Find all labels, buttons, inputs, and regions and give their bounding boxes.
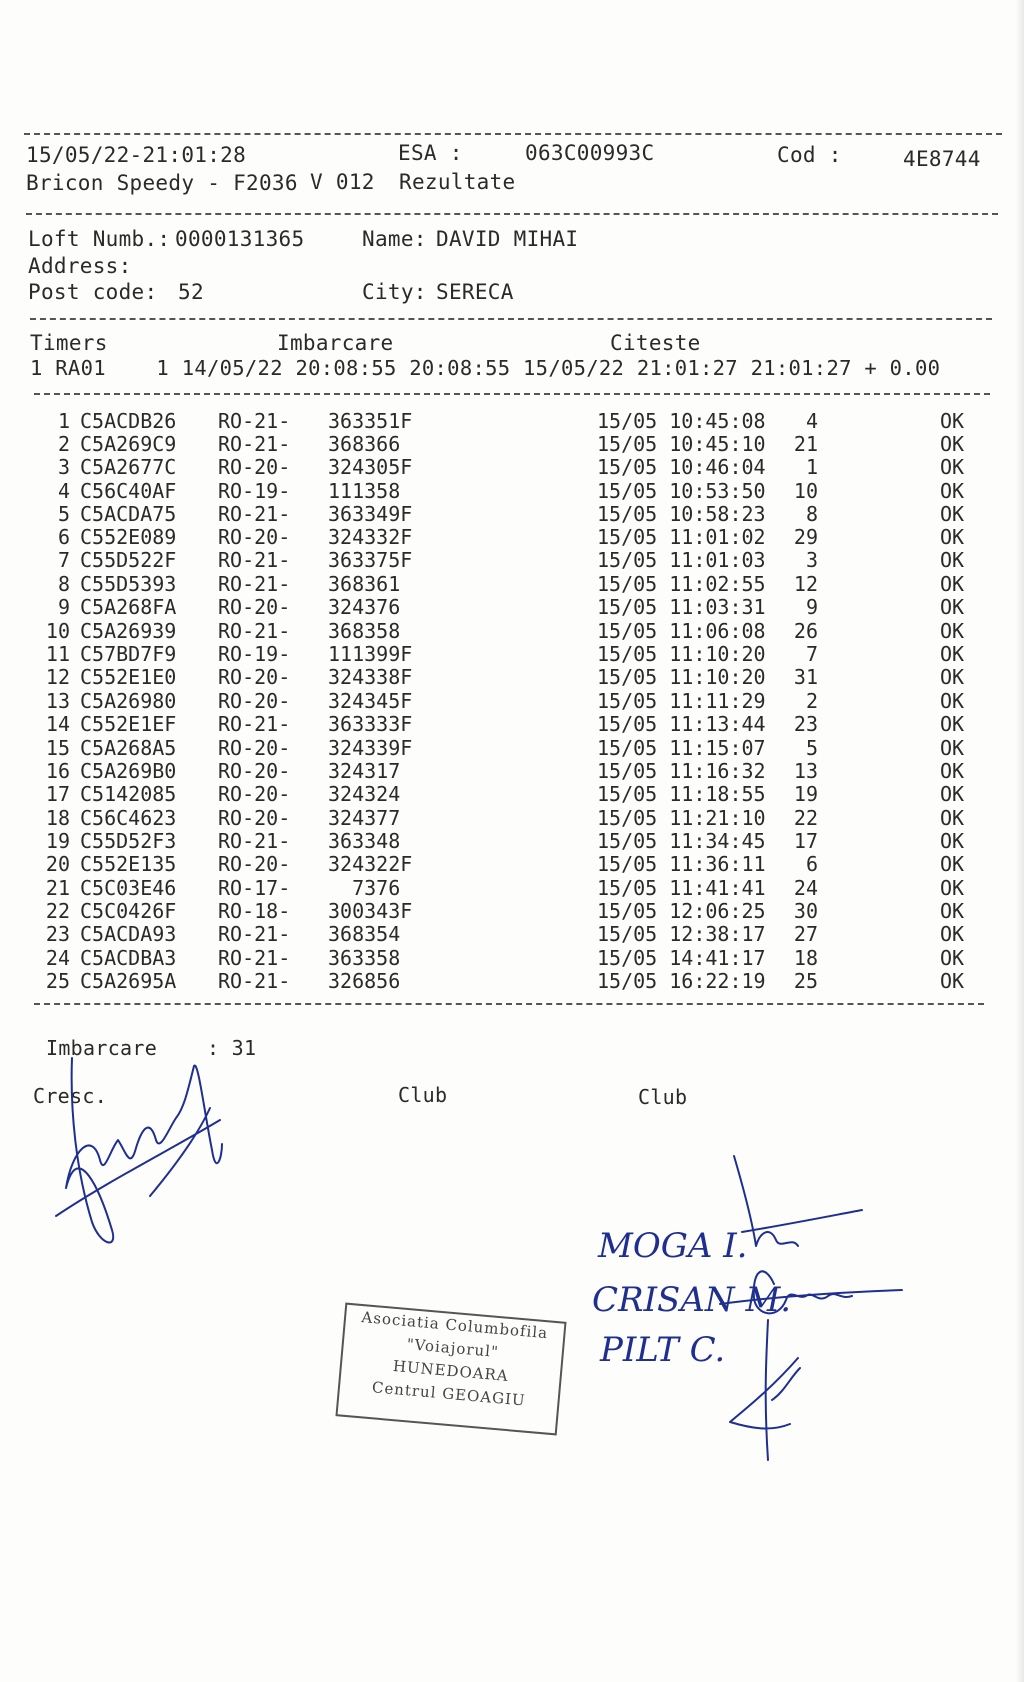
chip-code: C5ACDA93	[80, 922, 177, 946]
stamp-line-2: "Voiajorul"	[406, 1335, 500, 1362]
arrival-time: 15/05 11:15:07	[597, 736, 766, 760]
row-index: 5	[57, 502, 70, 526]
arrival-time: 15/05 11:10:20	[597, 642, 766, 666]
chip-code: C57BD7F9	[80, 642, 177, 666]
status: OK	[940, 455, 965, 479]
ring-number: 300343F	[328, 899, 413, 923]
postcode-value: 52	[178, 280, 204, 304]
arrival-time: 15/05 14:41:17	[597, 946, 766, 970]
row-index: 24	[45, 946, 70, 970]
row-index: 2	[57, 432, 70, 456]
rank: 4	[805, 409, 818, 433]
arrival-time: 15/05 11:18:55	[597, 782, 766, 806]
device-name: Bricon Speedy - F2036	[26, 171, 298, 195]
row-index: 20	[45, 852, 70, 876]
signature-club-1	[734, 1156, 862, 1246]
table-row	[0, 432, 1024, 455]
arrival-time: 15/05 11:21:10	[597, 806, 766, 830]
status: OK	[940, 829, 965, 853]
ring-year: RO-21-	[218, 548, 291, 572]
divider-header	[26, 213, 998, 215]
status: OK	[940, 432, 965, 456]
status: OK	[940, 712, 965, 736]
row-index: 21	[45, 876, 70, 900]
ring-number: 324332F	[328, 525, 413, 549]
ring-year: RO-21-	[218, 712, 291, 736]
ring-year: RO-20-	[218, 595, 291, 619]
rank: 17	[793, 829, 818, 853]
arrival-time: 15/05 11:36:11	[597, 852, 766, 876]
club2-label: Club	[638, 1085, 688, 1109]
rank: 21	[793, 432, 818, 456]
row-index: 3	[57, 455, 70, 479]
divider-loft	[30, 318, 992, 320]
chip-code: C5ACDBA3	[80, 946, 177, 970]
ring-number: 324377	[328, 806, 401, 830]
ring-number: 363351F	[328, 409, 413, 433]
ring-number: 324338F	[328, 665, 413, 689]
status: OK	[940, 548, 965, 572]
ring-year: RO-21-	[218, 946, 291, 970]
table-row	[0, 736, 1024, 759]
chip-code: C5A2677C	[80, 455, 177, 479]
ring-number: 324305F	[328, 455, 413, 479]
ring-number: 363333F	[328, 712, 413, 736]
row-index: 15	[45, 736, 70, 760]
arrival-time: 15/05 10:53:50	[597, 479, 766, 503]
esa-label: ESA :	[398, 141, 463, 165]
rank: 2	[805, 689, 818, 713]
ring-year: RO-21-	[218, 502, 291, 526]
table-row	[0, 642, 1024, 665]
chip-code: C56C40AF	[80, 479, 177, 503]
arrival-time: 15/05 12:38:17	[597, 922, 766, 946]
chip-code: C55D522F	[80, 548, 177, 572]
status: OK	[940, 595, 965, 619]
cod-label: Cod :	[777, 143, 842, 167]
table-row	[0, 922, 1024, 945]
rank: 8	[805, 502, 818, 526]
ring-number: 7376	[328, 876, 401, 900]
chip-code: C5142085	[80, 782, 177, 806]
arrival-time: 15/05 11:03:31	[597, 595, 766, 619]
owner-name-label: Name:	[362, 227, 427, 251]
loft-number-label: Loft Numb.:	[28, 227, 171, 251]
status: OK	[940, 689, 965, 713]
handwritten-name-2: CRISAN M.	[592, 1280, 792, 1320]
address-label: Address:	[28, 254, 132, 278]
handwritten-name-1: MOGA I.	[598, 1226, 748, 1266]
status: OK	[940, 876, 965, 900]
esa-value: 063C00993C	[525, 141, 655, 165]
table-row	[0, 712, 1024, 735]
table-row	[0, 595, 1024, 618]
chip-code: C5A268FA	[80, 595, 177, 619]
ring-year: RO-20-	[218, 852, 291, 876]
arrival-time: 15/05 12:06:25	[597, 899, 766, 923]
rank: 23	[793, 712, 818, 736]
row-index: 4	[57, 479, 70, 503]
ring-number: 324324	[328, 782, 401, 806]
ring-number: 111399F	[328, 642, 413, 666]
ring-number: 363348	[328, 829, 401, 853]
ring-number: 324317	[328, 759, 401, 783]
rank: 19	[793, 782, 818, 806]
ring-year: RO-20-	[218, 759, 291, 783]
rank: 24	[793, 876, 818, 900]
device-version: V 012	[310, 170, 375, 194]
rank: 10	[793, 479, 818, 503]
arrival-time: 15/05 11:11:29	[597, 689, 766, 713]
signature-club-3	[730, 1320, 800, 1460]
rank: 7	[805, 642, 818, 666]
row-index: 16	[45, 759, 70, 783]
rank: 27	[793, 922, 818, 946]
status: OK	[940, 922, 965, 946]
rank: 29	[793, 525, 818, 549]
ring-year: RO-21-	[218, 969, 291, 993]
table-row	[0, 548, 1024, 571]
city-label: City:	[362, 280, 427, 304]
status: OK	[940, 642, 965, 666]
ring-year: RO-21-	[218, 619, 291, 643]
chip-code: C5A2695A	[80, 969, 177, 993]
ring-year: RO-21-	[218, 409, 291, 433]
arrival-time: 15/05 10:45:08	[597, 409, 766, 433]
ring-year: RO-20-	[218, 665, 291, 689]
timer-row: 1 RA01 1 14/05/22 20:08:55 20:08:55 15/05/22 21:01:27 21:01:27 + 0.00	[30, 356, 941, 380]
ring-number: 324376	[328, 595, 401, 619]
arrival-time: 15/05 10:46:04	[597, 455, 766, 479]
ring-number: 324322F	[328, 852, 413, 876]
status: OK	[940, 806, 965, 830]
status: OK	[940, 479, 965, 503]
ring-year: RO-20-	[218, 525, 291, 549]
rank: 6	[805, 852, 818, 876]
cod-value: 4E8744	[903, 147, 981, 171]
arrival-time: 15/05 11:01:02	[597, 525, 766, 549]
row-index: 7	[57, 548, 70, 572]
ring-year: RO-21-	[218, 829, 291, 853]
divider-timers	[34, 393, 990, 395]
row-index: 6	[57, 525, 70, 549]
ring-year: RO-17-	[218, 876, 291, 900]
imbarcare-header: Imbarcare	[277, 331, 394, 355]
citeste-header: Citeste	[610, 331, 701, 355]
ring-year: RO-20-	[218, 782, 291, 806]
ring-year: RO-19-	[218, 479, 291, 503]
ring-year: RO-19-	[218, 642, 291, 666]
rank: 18	[793, 946, 818, 970]
status: OK	[940, 899, 965, 923]
arrival-time: 15/05 11:01:03	[597, 548, 766, 572]
status: OK	[940, 736, 965, 760]
table-row	[0, 969, 1024, 992]
row-index: 8	[57, 572, 70, 596]
club-stamp	[335, 1303, 566, 1436]
chip-code: C5ACDB26	[80, 409, 177, 433]
row-index: 11	[45, 642, 70, 666]
ring-number: 368361	[328, 572, 401, 596]
row-index: 12	[45, 665, 70, 689]
ring-number: 368354	[328, 922, 401, 946]
rank: 30	[793, 899, 818, 923]
ring-year: RO-21-	[218, 922, 291, 946]
timers-header: Timers	[30, 331, 108, 355]
row-index: 19	[45, 829, 70, 853]
arrival-time: 15/05 11:06:08	[597, 619, 766, 643]
table-row	[0, 689, 1024, 712]
chip-code: C55D5393	[80, 572, 177, 596]
chip-code: C5A268A5	[80, 736, 177, 760]
status: OK	[940, 759, 965, 783]
row-index: 18	[45, 806, 70, 830]
status: OK	[940, 502, 965, 526]
table-row	[0, 409, 1024, 432]
chip-code: C552E135	[80, 852, 177, 876]
arrival-time: 15/05 11:34:45	[597, 829, 766, 853]
ring-number: 326856	[328, 969, 401, 993]
rank: 13	[793, 759, 818, 783]
table-row	[0, 946, 1024, 969]
status: OK	[940, 409, 965, 433]
ring-number: 363358	[328, 946, 401, 970]
ring-number: 368358	[328, 619, 401, 643]
status: OK	[940, 852, 965, 876]
arrival-time: 15/05 11:10:20	[597, 665, 766, 689]
ring-year: RO-20-	[218, 455, 291, 479]
table-row	[0, 759, 1024, 782]
club1-label: Club	[398, 1083, 448, 1107]
chip-code: C5C0426F	[80, 899, 177, 923]
status: OK	[940, 782, 965, 806]
rank: 3	[805, 548, 818, 572]
rank: 22	[793, 806, 818, 830]
table-row	[0, 829, 1024, 852]
postcode-label: Post code:	[28, 280, 158, 304]
ring-number: 363349F	[328, 502, 413, 526]
handwritten-name-3: PILT C.	[600, 1330, 726, 1370]
table-row	[0, 852, 1024, 875]
table-row	[0, 806, 1024, 829]
cresc-label: Cresc.	[33, 1084, 108, 1108]
table-row	[0, 899, 1024, 922]
ring-year: RO-18-	[218, 899, 291, 923]
status: OK	[940, 665, 965, 689]
status: OK	[940, 525, 965, 549]
rank: 12	[793, 572, 818, 596]
owner-name-value: DAVID MIHAI	[436, 227, 579, 251]
row-index: 1	[57, 409, 70, 433]
arrival-time: 15/05 10:45:10	[597, 432, 766, 456]
chip-code: C552E089	[80, 525, 177, 549]
table-row	[0, 525, 1024, 548]
arrival-time: 15/05 11:41:41	[597, 876, 766, 900]
rank: 1	[805, 455, 818, 479]
ring-year: RO-20-	[218, 689, 291, 713]
ring-year: RO-20-	[218, 806, 291, 830]
ring-number: 363375F	[328, 548, 413, 572]
chip-code: C5A269B0	[80, 759, 177, 783]
divider-results	[34, 1003, 984, 1005]
arrival-time: 15/05 11:02:55	[597, 572, 766, 596]
rank: 5	[805, 736, 818, 760]
stamp-line-4: Centrul GEOAGIU	[371, 1378, 527, 1410]
divider-top	[24, 133, 1002, 135]
ring-number: 324345F	[328, 689, 413, 713]
chip-code: C552E1EF	[80, 712, 177, 736]
report-title: Rezultate	[399, 170, 516, 194]
status: OK	[940, 619, 965, 643]
imbarcare-value: : 31	[207, 1036, 257, 1060]
rank: 25	[793, 969, 818, 993]
row-index: 17	[45, 782, 70, 806]
table-row	[0, 572, 1024, 595]
stamp-line-1: Asociatia Columbofila	[360, 1308, 549, 1343]
rank: 31	[793, 665, 818, 689]
arrival-time: 15/05 10:58:23	[597, 502, 766, 526]
table-row	[0, 502, 1024, 525]
chip-code: C55D52F3	[80, 829, 177, 853]
rank: 9	[805, 595, 818, 619]
stamp-line-3: HUNEDOARA	[392, 1356, 510, 1386]
row-index: 14	[45, 712, 70, 736]
ring-year: RO-21-	[218, 572, 291, 596]
ring-number: 111358	[328, 479, 401, 503]
rank: 26	[793, 619, 818, 643]
row-index: 22	[45, 899, 70, 923]
chip-code: C5C03E46	[80, 876, 177, 900]
arrival-time: 15/05 11:16:32	[597, 759, 766, 783]
print-datetime: 15/05/22-21:01:28	[26, 143, 247, 167]
status: OK	[940, 572, 965, 596]
row-index: 25	[45, 969, 70, 993]
row-index: 13	[45, 689, 70, 713]
table-row	[0, 479, 1024, 502]
chip-code: C5ACDA75	[80, 502, 177, 526]
chip-code: C56C4623	[80, 806, 177, 830]
row-index: 9	[57, 595, 70, 619]
chip-code: C5A26980	[80, 689, 177, 713]
ring-number: 324339F	[328, 736, 413, 760]
row-index: 10	[45, 619, 70, 643]
loft-number-value: 0000131365	[175, 227, 305, 251]
status: OK	[940, 946, 965, 970]
table-row	[0, 876, 1024, 899]
row-index: 23	[45, 922, 70, 946]
city-value: SERECA	[436, 280, 514, 304]
ring-number: 368366	[328, 432, 401, 456]
chip-code: C552E1E0	[80, 665, 177, 689]
table-row	[0, 782, 1024, 805]
table-row	[0, 665, 1024, 688]
arrival-time: 15/05 16:22:19	[597, 969, 766, 993]
chip-code: C5A26939	[80, 619, 177, 643]
ring-year: RO-21-	[218, 432, 291, 456]
arrival-time: 15/05 11:13:44	[597, 712, 766, 736]
imbarcare-label: Imbarcare	[46, 1036, 158, 1060]
ring-year: RO-20-	[218, 736, 291, 760]
table-row	[0, 619, 1024, 642]
chip-code: C5A269C9	[80, 432, 177, 456]
table-row	[0, 455, 1024, 478]
status: OK	[940, 969, 965, 993]
